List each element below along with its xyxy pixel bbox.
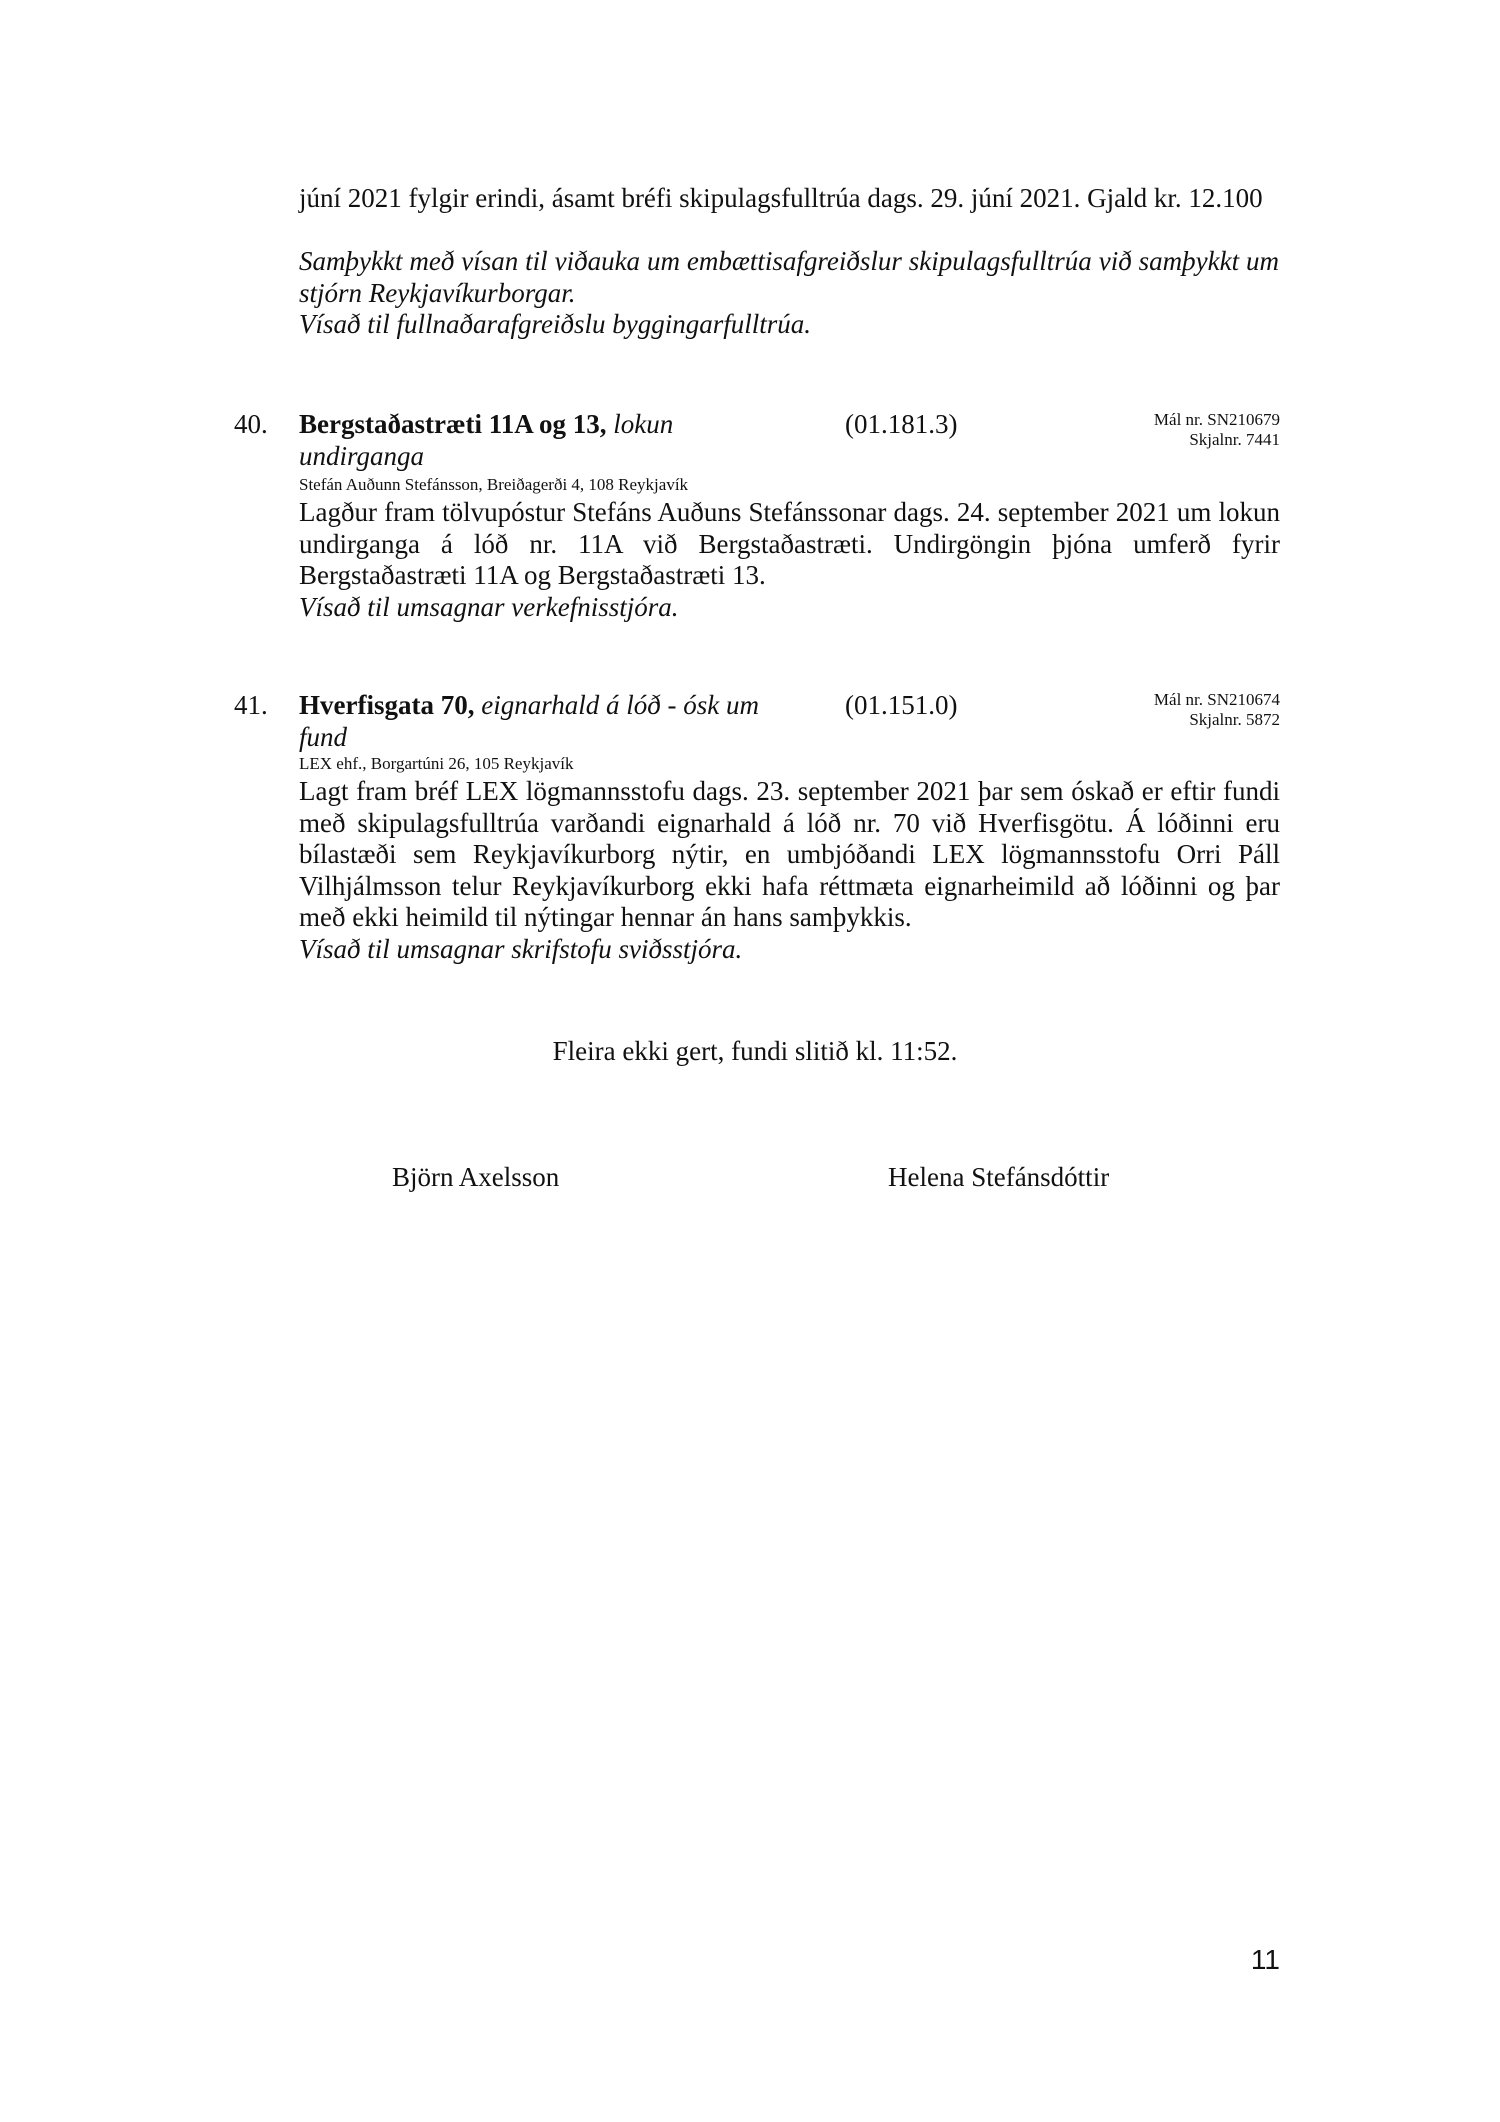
item-title — [299, 409, 719, 472]
continuation-decision-1: Samþykkt með vísan til viðauka um embættisafgreiðslur skipulagsfulltrúa við samþykkt um stjórn Reykjavíkurborgar. — [299, 246, 1279, 308]
item-title-address: Hverfisgata 70, — [299, 690, 475, 720]
item-body: Lagt fram bréf LEX lögmannsstofu dags. 23. september 2021 þar sem óskað er eftir fundi með skipulagsfulltrúa varðandi eignarhald á lóð nr. 70 við Hverfisgötu. Á lóðinni eru bílastæði sem Reykjavíkurborg nýtir, en umbjóðandi LEX lögmannsstofu Orri Páll Vilhjálmsson telur Reykjavíkurborg ekki hafa réttmæta eignarheimild að lóðinni og þar með ekki heimild til nýtingar hennar án hans samþykkis. — [299, 776, 1280, 932]
item-title — [299, 690, 799, 753]
land-code: (01.181.3) — [845, 409, 958, 439]
document-number: Skjalnr. 7441 — [1189, 430, 1280, 449]
item-decision: Vísað til umsagnar verkefnisstjóra. — [299, 592, 679, 622]
item-title-subject-cont: undirganga — [299, 440, 425, 471]
item-title-subject: lokun — [613, 409, 674, 439]
item-title-address: Bergstaðastræti 11A og 13, — [299, 409, 607, 439]
item-title-subject: eignarhald á lóð - ósk um — [481, 690, 759, 720]
applicant: Stefán Auðunn Stefánsson, Breiðagerði 4, 108 Reykjavík — [299, 475, 689, 494]
signature-name: Helena Stefánsdóttir — [888, 1162, 1110, 1192]
continuation-decision-2: Vísað til fullnaðarafgreiðslu byggingarfulltrúa. — [299, 309, 812, 339]
applicant: LEX ehf., Borgartúni 26, 105 Reykjavík — [299, 754, 574, 773]
document-number: Skjalnr. 5872 — [1189, 710, 1280, 729]
closing-statement: Fleira ekki gert, fundi slitið kl. 11:52. — [552, 1036, 958, 1066]
item-number: 41. — [234, 690, 268, 720]
case-reference — [1080, 690, 1280, 730]
page-number: 11 — [1250, 1944, 1280, 1975]
land-code: (01.151.0) — [845, 690, 958, 720]
item-decision: Vísað til umsagnar skrifstofu sviðsstjóra. — [299, 934, 743, 964]
item-body: Lagður fram tölvupóstur Stefáns Auðuns Stefánssonar dags. 24. september 2021 um lokun undirganga á lóð nr. 11A við Bergstaðastræti. Undirgöngin þjóna umferð fyrir Bergstaðastræti 11A og Bergstaðastræti 13. — [299, 497, 1280, 590]
item-title-subject-cont: fund — [299, 721, 348, 752]
case-reference — [1080, 410, 1280, 450]
continuation-text: júní 2021 fylgir erindi, ásamt bréfi skipulagsfulltrúa dags. 29. júní 2021. Gjald kr. 12.100 — [299, 183, 1263, 213]
case-number: Mál nr. SN210679 — [1153, 410, 1280, 429]
item-number: 40. — [234, 409, 268, 439]
case-number: Mál nr. SN210674 — [1153, 690, 1280, 709]
signature-name: Björn Axelsson — [392, 1162, 560, 1192]
